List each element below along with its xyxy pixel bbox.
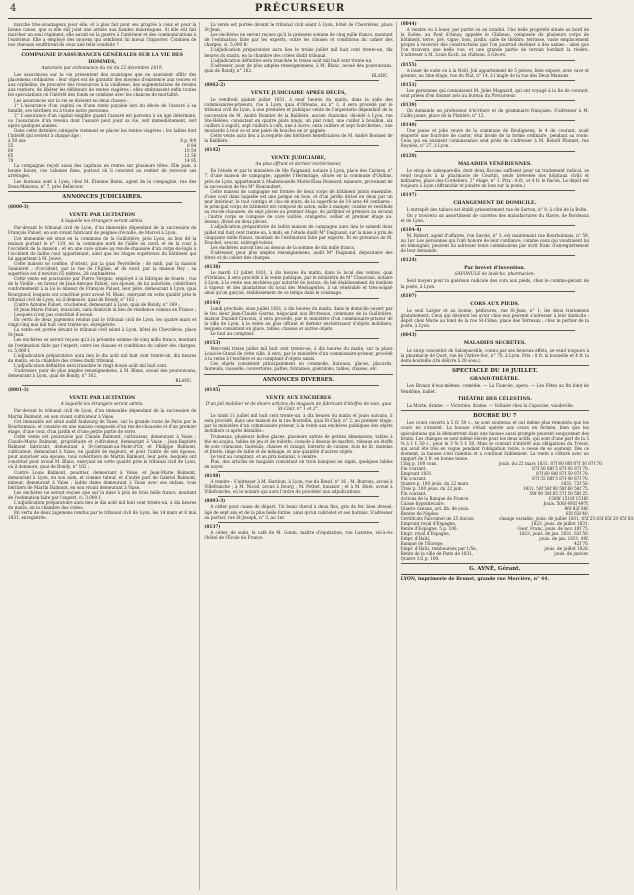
divider [22, 385, 182, 386]
rate-value: 1823, jouis. de jan. 1831. 62f 50. [519, 531, 589, 537]
rate-value: jouis. du 22 mars 1831. 87f 60 88f 87f 30 87f 70. [498, 461, 604, 467]
paragraph: Cette maison de campagne est formée de deux corps de bâtiment joints ensemble, d'une cour dans laquelle est une pompe en bois, et d'un jardin divisé en deux par un mur intérieur, le tout contigu et clos de murs, de la superficie de 18 ares 48 centiares : le principal corps de bâtiment est composé de salon, salle à manger, cuisine et vestibule au rez-de-chaussée, de sept pièces au premier étage, de jardinier et greniers au second ; l'autre corps se compose de cave voûtée, orangerie, cellier et premier étage au-dessus, divisé en deux pièces. [204, 188, 393, 225]
rate-label: Caisse hypothécaire. [400, 501, 445, 507]
paragraph: Dans cette dernière catégorie viennent se placer les rentes viagères ; les tables font l'intérêt qui revient à chaque âge : [8, 128, 197, 139]
paragraph: Et Jean-Marie Paluet, musicien, sans domicile ni lieu de résidence connus en France ; [14, 306, 197, 312]
divider [204, 374, 392, 375]
lot-number: (8124) [400, 258, 417, 264]
paragraph: Les enchères se seront reçues qu'à la présente somme de cinq mille francs, montant de l'estimation faite par l'expert, outre les clauses et conditions du cahier des charges, ci. 5,000 f. [8, 337, 197, 353]
paragraph: L'adjudication définitive sera tranchée le vingt douze août mil huit cent. [14, 362, 168, 368]
paragraph: En vertu de deux jugemens rendus par le tribunal civil de Lyon, les 14 mars et 6 mai 1831, enregistrés. [8, 510, 197, 521]
lot-subtitle: SAVONULE de lavèche, pharmacien. [454, 272, 535, 278]
column-2 [204, 22, 396, 890]
rate-label: Emprunt royal d'Espagne, [400, 521, 457, 527]
paragraph: Par-devant le tribunal civil de Lyon, d'un immeuble dépendant de la succession de François Paluet, en son vivant fabricant de peignes d'écaille, de Marcel à Lyon. [8, 225, 197, 236]
rate-value: 10 54 [184, 148, 197, 154]
divider [401, 563, 589, 564]
lot-number: (8043) [400, 333, 417, 339]
paragraph: La vente est portée devant le tribunal civil séant à Lyon, hôtel de Chevrières, place St-Jean. [8, 327, 197, 338]
divider [415, 190, 575, 191]
divider [22, 202, 182, 203]
paragraph: La compagnie reçoit aussi des capitaux en rentes sur plusieurs têtes. Elle paie, à bonne heure, ces cabanes fixes, partout où il convient au rentier de recevoir ses arrérages. [8, 163, 197, 179]
section-title: ANNONCES JUDICIAIRES. [62, 193, 143, 200]
column-3 [400, 22, 634, 890]
rate-label: Fin courant. [400, 491, 427, 497]
divider [218, 471, 378, 472]
paragraph: On demande un professeur d'écriture et de grammaire française. S'adresser à M. Caille jeune, place de la Platière, n° 12. [400, 107, 589, 119]
rate-label: Certificats Falconnet de 25 ducats, [400, 516, 475, 522]
rate-value: Jouis. 500f 495f 497f. [543, 501, 589, 507]
divider [401, 410, 589, 411]
paragraph: Les bureaux sont à Lyon, chez M. Étienne Benni, agent de la compagnie, rue des Deux-Maisons, n° 7, près Bellecour. [8, 178, 197, 189]
masthead [8, 2, 592, 19]
paragraph: Ces objets consistent principalement en commode, bureaux, glaces, placards, fauteuils, vaisselle, couvertures, pattes, fontaines, guéridons, tables, chaises, etc. [204, 361, 393, 372]
signature: BLANC. [371, 72, 389, 78]
lot-paragraphs [401, 88, 589, 98]
paragraph: Le sirop concentré de Salsepareille, connu par ses heureux effets, se vend toujours à la pharmacie de Quet, rue de l'Arbre-Sec, n° 70, à Lyon. Prix : 8 fr. la bouteille et 4 fr. la demi-bouteille (On délivre à 20 sous.) [400, 347, 589, 363]
paragraph: Les enchères auront lieu au dessus de la somme de dix mille francs. [210, 244, 356, 250]
paragraph: Lesquels n'ont pas constitué d'avoué. [14, 311, 94, 317]
lot-number: (8148) [204, 474, 221, 480]
divider [415, 291, 575, 292]
paragraph: S'adresser, pour de plus amples renseignemens, à M. Blanc, avoué des poursuivans, demeurant à Lyon, quai de Bondy, n° 162. [8, 367, 197, 379]
divider [218, 145, 378, 146]
paragraph: En vertu de deux jugemens rendus par le tribunal civil de Lyon, les quatre mars et vingt-cinq mai mil huit cent trente-un, enregistrés. [8, 317, 197, 328]
rate-value: 59f 90 58f 65 57f 50 58f 25. [529, 491, 589, 497]
lot-number: (8144) [204, 300, 221, 306]
lot-number: (8129) [400, 153, 417, 159]
lot-paragraphs [401, 27, 589, 58]
paragraph: Cette vente aura lieu à la requête des héritiers bénéficiaires de M. André Bonnier de la Baillière. [204, 132, 393, 143]
lot-paragraphs [204, 168, 392, 260]
rate-value: 1500f 1510f 1516f. [548, 496, 589, 502]
rate-label: à 50 ans [8, 138, 26, 144]
paragraph: A céder pour cause de départ. Un beau cheval à deux fins, gris de fer, bien dressé, âgé de sept ans et de la plus belle forme, ainsi qu'un cabriolet et ses harnais. S'adresser au portier, rue St-Joseph, n° 3, au 1er. [204, 504, 393, 520]
rate-label: Rente de la ville de Paris de 1831, [400, 551, 474, 557]
lot-title: MALADIES VÉNÉRIENNES. [457, 160, 532, 167]
rate-value: jouis. de jan. 1831. 40f. [539, 536, 589, 542]
rate-value: 86f 82f 80f. [564, 506, 589, 512]
divider [218, 262, 378, 263]
rate-value: 1831. 72f 50. [560, 481, 589, 487]
theatre-program: Les Rivaux d'eux-mêmes, comédie. — La Fiancée, opéra. — Les Fêtes au fin fond de Vendôme, ballet. [400, 383, 589, 394]
divider [22, 49, 182, 50]
rate-value [499, 556, 589, 561]
rate-value: 14 95 [184, 158, 197, 164]
lot-paragraphs [401, 168, 589, 188]
lot-paragraphs [204, 413, 392, 469]
rate-value: 42f 70. [574, 541, 589, 547]
paragraph: Le lundi 11 juillet mil huit cent trente-un, à dix heures du matin et jours suivans, il sera procédé, dans une maison de la rue Bouteille, quai St-Clair, n° 2, au premier étage, par le ministère d'un commissaire-priseur, à la vente aux enchères publiques des objets mobiliers ci-après détaillés : [204, 413, 393, 434]
lot-paragraphs [401, 278, 589, 288]
notice-title: COMPAGNIE D'ASSURANCES GÉNÉRALES SUR LA VIE DES HOMMES, [21, 52, 184, 65]
paragraph: Cette maison se confine, d'orient, par la quai Peyrollerie ; de midi, par la maison Sannieret ; d'occident, par la rue de l'Église, et de nord, par la maison Rey ; sa superficie est d'environ 65 mètres, 28 centimètres. [8, 261, 197, 277]
rate-label: Rente d'Espagne, 5 p. 100. [400, 526, 458, 532]
paragraph: A vendre : S'adresser à M. Hardoin, à Lyon, rue du Bœuf, n° 16 ; M. Boirons, avoué à Villefranche ; à M. Nicod, avoué à Bourg ; M. Pothet, huissier ; et à M. Huet, avoué à Villefranche, où le notaire qui aura l'ordre de procéder aux adjudications. [204, 479, 393, 495]
paragraph: Le sirop de salsepareille, dont deux flacons suffisent pour un traitement radical, se vend toujours à la pharmacie de Courtin, seule brevetée des hôpitaux civils et militaires, place des Cordeliers, 2° étage, n° 1. Prix : 8 fr., et 4 fr. le flacon. Le dépôt est toujours à Lyon (Affranchir et joindre un bon sur la poste.) [400, 167, 589, 189]
lot-number: (8138) [204, 265, 221, 271]
newspaper-title: PRÉCURSEUR [254, 3, 346, 14]
divider [415, 100, 575, 101]
divider [218, 385, 378, 386]
column-1 [8, 22, 200, 890]
rate-value: Guer. Franç. jouis. de nov. 18f 75. [517, 526, 589, 532]
printer-line: LYON, imprimerie de Brunet, grande rue Mercière, n° 44. [400, 577, 550, 583]
paragraph: L'adjudication préparatoire de ladite maison de campagne aura lieu le samedi deux juillet mil huit cent trente-un, à midi, en l'étude dudit M° Faignand, sur la mise à prix de cinquante mille francs, montant de l'estimation faite par experts. Et en présence de M. Fouchet, avocat, subrogé-tuteur. [204, 224, 393, 245]
paragraph: Une jeune et jolie veuve de la commune de Bouligneux, le 4 du courant, avait emporté une fourrure de castor, étui brodé de la forme ordinaire, pendant sa route. Ceux qui en auraient connaissance sont priés de s'adresser à M. Benoît Plannet, rue Boyolée, n° 27, à Lyon. [400, 128, 589, 149]
lot-title: MALADIES SECRÈTES. [463, 340, 526, 347]
paragraph: Le seul Larger et au bonne, pédicures, rue St-Jean, n° 1, les deux traitemens gratuitement. Ceux qui désirent les avoir chez eux peuvent s'adresser à leur domicile : dépôt chez Marie au fond de la rue St-Côme, place des Terreaux ; chez le portier de la poste, à Lyon. [400, 307, 589, 329]
rate-value: jouis. de janvier. [554, 551, 589, 557]
lot-number: (8107) [400, 293, 417, 299]
paragraph: Le tout au comptant, et au prix nominal, à vendre. [210, 453, 318, 459]
rates-table [8, 138, 196, 163]
lot-title: VENTE AUX ENCHÈRES [265, 394, 332, 401]
paragraph: S'adresser, pour plus amples renseignemens, audit M° Faignand, dépositaire des titres et du cahier des charges. [204, 249, 393, 260]
col1-intro [8, 22, 196, 47]
paragraph: marché très-avantageux pour elle, et à plus fait pour ses progrès à ceux et pour la bonne cause, que si elle eût joint une armée aux bandes mauresques. Si elle eût fait marcher un seul régiment, elle aurait eu la guerre à l'intérieur et des communications à l'extérieur. Elle a employé des moyens qui semblent lui mieux l'importer. Combien de nos chevaux souffrirent-ils ceux une telle conduite ? [8, 22, 197, 48]
lot-number: (8142) [204, 148, 221, 154]
lot-title: CHANGEMENT DE DOMICILE. [453, 200, 537, 207]
lot-title: VENTE PAR LICITATION [69, 212, 136, 219]
paragraph: Les cours ouverts à 5 fr. 50 c., se sont soutenus et out même plus remontés que les cours ne s'étaient. La hausse s'était opérée aux cours en fermée, bien que les spéculations qui la démontrent dans une hausse aussi prompte peuvent soupçonner des bruits. Les changes se sont même élevés pour les deux actifs, qui sont d'une part de la 5 % à 1 f. 50 c., pour le 3 % 5 f. 50. Mais le courant d'intérêt aux obligations du Trésor, qui avait été très en vogue pendant l'obligation rente, a cessé de se soutenir. Dès ce moment, la hausse s'est ralentie et a continué faiblement. La rente a clôturé avec un rapport de 3 fr. en bonne tenue. [400, 420, 589, 461]
theatre-title: THÉÂTRE DES CÉLESTINS. [457, 395, 532, 402]
lot-title: VENTE PAR LICITATION [69, 395, 136, 402]
paragraph: On y trouvera un assortiment de carottes des manufactures du Havre, de Bordeaux et de Lyon. [400, 212, 589, 223]
lot-number: (8104-4) [400, 227, 422, 233]
lot-number: (8151) [400, 82, 417, 88]
theatre-program: La Morte, drame. — Victorine, drame. — Voltaire chez la Capucine, vaudeville. [406, 402, 575, 408]
rate-label: Trois p. 100 jouis. du 22 juin. [400, 486, 463, 492]
lot-number: (8000-3) [8, 205, 29, 211]
lot-subtitle: A laquelle les étrangers seront admis. [60, 219, 144, 225]
rate-label: 60 [8, 148, 14, 154]
divider [401, 365, 589, 366]
paragraph: S'adresser, pour de plus amples renseignemens, à M. Blanc, avoué des poursuivans, quai de Bondy, n° 162. [204, 62, 393, 73]
paragraph: L'adjudication préparatoire aura lieu le dix août mil huit cent trente-un, dix heures du matin, en la chambre des criées dudit tribunal. [8, 352, 197, 363]
paragraph: Contre Louis Balmont, poudrier, demeurant à Vaise, et Jean-Marie Balmont, demeurant à Lyon, en son nom, et comme tuteur, et d'autre part de Gabriel Balmont, mineur, demeurant à Vaise ; ladite dame demeurant à Vaise avec ses enfans, tous héritiers de Martin Balmont, en son vivant demeurant à Vaise. [8, 469, 197, 490]
paragraph: Les enchères ne seront reçues que sur la mise à prix de trois mille francs, montant de l'estimation faite par l'expert, ci. 3,000 f. [8, 489, 197, 501]
paragraph: L'adjudication préparatoire aura lieu le dix août mil huit cent trente-un, à dix heures du matin, en la chambre des criées. [8, 500, 197, 511]
lot-paragraphs [204, 306, 392, 337]
rate-value: 8 p. 0/0 [180, 138, 197, 144]
lot-paragraphs [204, 346, 392, 371]
paragraph: Trumeaux, plusieurs belles glaces, plusieurs autres de petites dimensions, tables à thé en acajou, tables de jeu et de toilette, console à dessus de marbre, rideaux en étoffe de soie cramoisie, fauteuils, chaises et canapé, batterie de cuisine, bois de lit, matelas et literie, linge de table et de ménage, et une quantité d'autres objets. [204, 433, 393, 454]
lot-title: VENTE JUDICIAIRE, [271, 155, 326, 162]
divider [415, 80, 575, 81]
rate-value: change variable, jouis. de juillet 1831. 65f 25 65f 65f 20 65f 60. [498, 516, 634, 522]
paragraph: Les assurances sur la vie se divisent en deux classes : [14, 97, 129, 103]
lot-subtitle: D'un joli mobilier et de divers articles du magasin de fabricant d'étoffes de soie, quai St-Clair, n° 1 et 2°. [205, 402, 392, 413]
paragraph: Cet immeuble est situé en la commune de la Guillotière, près Lyon, au lieu dit la maison portant le n° 119, en la commune nord de l'allée au nord, et de la cour à l'occident de la maison ; et en une cave située au rez-de-chaussée d'un corps-de-logis à l'occident de ladite cour appartenant, ainsi que les étages supérieurs du bâtiment qui lui appartient à M. Jouve. [8, 235, 197, 261]
col2-intro [204, 22, 392, 73]
lot-paragraphs [401, 108, 589, 118]
rate-value: 87f 50 88f 5 87f 45 87f 70. [532, 466, 589, 472]
rate-row [401, 556, 589, 561]
divider [401, 574, 589, 575]
lot-number: (8140) [400, 123, 417, 129]
paragraph: A céder, de suite, le café de M. Gonin, maître d'équitation, rue Luzerne, vis-à-vis l'hôtel de l'École de France. [204, 529, 393, 540]
paragraph: Les assurances sur la vie présentent des avantages que ne sauraient offrir des placemens ordinaires : leur objet est de garantir des moyens d'existence aux veuves et aux orphelins, de procurer des ressources à la vieillesse, des augmentations de revenu aux rentiers, de libérer les débiteurs de rentes viagères : elles embrassent enfin toutes les spéculations où l'intérêt des fonds se combine avec les chances de mortalité. [8, 72, 197, 98]
rate-label: Actions de la Banque de France. [400, 496, 470, 502]
paragraph: La vente est portée devant le tribunal civil séant à Lyon, hôtel de Chevrières, place St-Jean. [204, 22, 393, 33]
bourse-rates [400, 461, 634, 562]
divider [218, 522, 378, 523]
divider [218, 298, 378, 299]
divider [218, 496, 378, 497]
paragraph: L'adjudication préparatoire aura lieu le treize juillet mil huit cent trente-un, dix heures du matin, en la chambre des criées dudit tribunal. [204, 47, 393, 58]
lot-paragraphs [401, 308, 589, 328]
divider [415, 330, 575, 331]
divider [218, 80, 378, 81]
section-title: ANNONCES DIVERSES. [262, 376, 335, 383]
bourse-paragraphs [401, 420, 589, 461]
rate-value: 12 56 [184, 153, 197, 159]
lot-title: Par brevet d'invention. [464, 265, 526, 272]
paragraph: Par-devant le tribunal civil de Lyon, d'un immeuble dépendant de la succession de Martin Balmont, en son vivant cultivateur à Vaise. [8, 408, 197, 419]
gerant-signature: G. AYNÉ, Gérant. [469, 566, 521, 573]
lot-subtitle: Au plus offrant et dernier enchérisseur, [255, 162, 342, 168]
divider [415, 225, 575, 226]
notice-paragraphs [8, 72, 196, 138]
rate-label: Fin courant. [400, 476, 427, 482]
rate-value: 87f 55 88f 5 87f 40 87f 70. [532, 476, 589, 482]
paragraph: Cette vente est poursuivie par Claude Balmont, cultivateur, demeurant à Vaise ; Claude-Marie Balmont, propriétaire et cultivateur, demeurant à Vaise ; Jean-Baptiste Balmont fabricant, demeurant à St-Germain-au-Mont-d'Or, et Philippe Balmont, cultivateur, demeurant à Vaise, en qualité de majeurs, et pour l'autre de son épouse, pour autoriser son épouse, tous cohéritiers de Martin Balmont, leur père, lesquels ont constitué pour avoué M. Blanc, exerçant en cette qualité près le tribunal civil de Lyon, où il demeure, quai de Bondy, n° 162 ; [8, 433, 197, 470]
divider [415, 60, 575, 61]
paragraph: L'adjudication définitive sera tranchée le treize août mil huit cent trente-un. [210, 57, 373, 63]
rate-value: 65f 65f 40. [565, 511, 589, 517]
paragraph: Seul moyen pour la guérison radicale des cors aux pieds, chez le commis-gérant de la poste, à Lyon. [400, 278, 589, 289]
paragraph: Le mardi 12 juillet 1831, à dix heures du matin, dans le local des ventes, quai d'Orléans, il sera procédé à la vente publique, par le ministère de M° Chauvisié, notaire à Lyon, à la vente aux enchères par autorité de justice, du bel établissement du modiste à vapeur, et des plantations du local des Messageries, à un vénérable et très-soigné ainsi qu'un garçon, établissement de ce temps dans le voisinage. [204, 270, 393, 296]
paragraph: En l'étude et par le ministère de Me Faignand, notaire à Lyon, place des Carmes, n° 7, d'une maison de campagne, appelée l'Hermitage, située en la commune d'Oullins, près de Lyon, appartenant à Mademoiselle Marie-Élisa Boissard, mineure, provenant de la succession de feu M° Roucaubert. [204, 168, 393, 189]
lot-paragraphs [204, 479, 392, 494]
paragraph: Les personnes qui connaissent M. Jules Magnard, qui ont voyagé à la fin de courant, sont priées d'en donner avis au bureau du Précurseur. [400, 87, 589, 98]
lot-number: (8093-3) [204, 499, 226, 505]
lot-paragraphs [401, 207, 589, 222]
notice-subtitle: Autorisée par ordonnance du roi du 22 décembre 1819. [41, 66, 163, 72]
rate-label: Empr. d'Haïti, remboursés par 1/5e, [400, 546, 478, 552]
paragraph: M. Robert, agent d'affaires, rue Savoie, n° 3, est maintenant rue Bourbonnais, n° 59, au 1er. Les personnes qui l'ont honoré de leur confiance, comme ceux qui voudraient lui en témoigner, peuvent lui adresser leurs commissions par écrit franc d'enregistrement de leur demande. [400, 232, 589, 254]
rate-label: 65 [8, 153, 14, 159]
rate-label: Emprunt 1831. [400, 471, 433, 477]
paragraph: Cet immeuble est situé audit faubourg de Vaise, sur la grande route de Paris par le Bourbonnais, et consiste en une maison composée d'un rez-de-chaussée et d'un premier étage, d'une cour, d'un jardin et d'une petite partie de terre. [8, 418, 197, 434]
lot-number: (8145) [204, 387, 221, 393]
paragraph: A vendre ou à louer, par partie ou en totalité. Une belle propriété située au bord de la Saône, au Pont d'Ainay, appelée le Château, composée de plusieurs corps de bâtiment, terre, pré, vigne, bois, jardin, salle de théâtre, terrasse, vaste emplacement propre à recevoir des constructions que l'on pourrait destiner à des usines : ainsi que l'on trouvera une belle vue, et une grande partie de terrain bordant la rivière. S'adresser à M. Louis Koch, au château, à Givors. [400, 27, 589, 58]
divider [218, 338, 378, 339]
lot-title: VENTE JUDICIAIRE APRÈS DÉCÈS, [250, 89, 347, 96]
rate-value: 1831. 59f 58f 90 58f 80 58f 75. [522, 486, 589, 492]
paragraph: L'entrepôt des tabacs est établi présentement rue de Sarron, n° 9, à côté de la Boîte. [406, 207, 588, 213]
paragraph: Contre Antoine Paluet, crocheteur, demeurant à Lyon, quai de Bondy, n° 169 ; [14, 301, 180, 307]
divider [8, 191, 196, 192]
signature: BLANC. [175, 378, 193, 384]
rate-label: Fin courant. [400, 466, 427, 472]
rate-label: Banque de l'Europe, [400, 541, 444, 547]
rate-label: 70 [8, 158, 14, 164]
lot-paragraphs [401, 233, 589, 253]
lot-paragraphs [401, 68, 589, 78]
rate-value: 87f 60 88f 87f 50 87f 70. [536, 471, 589, 477]
rate-value: jouis. de juillet 1828. [544, 546, 589, 552]
paragraph: Plus, des articles de magasin consistant en trois banques en sapin, quelques tables en noyer. [204, 459, 393, 470]
lot-paragraphs [204, 530, 392, 540]
lot-number: (8155) [400, 62, 417, 68]
paragraph: Les enchères ne seront reçues qu'à la présente somme de cinq mille francs, montant de l'estimation faite par les experts, outre les clauses et conditions du cahier des charges, ci. 5,000 fr. [204, 32, 393, 48]
paragraph: Mercredi treize juillet mil huit cent trente-un, à dix heures du matin, sur la place Louis-le-Grand de cette ville, il sera, par le ministère d'un commissaire-priseur, procédé à la vente à l'enchère et au comptant d'objets saisis. [204, 346, 393, 362]
paragraph: 2° L'assurance d'un capital exigible quand l'assuré est parvenu à un âge déterminé, ou l'assurance d'un revenu dont l'assuré peut jouir sa vie, soit immédiatement, soit après quelques années. [8, 112, 197, 128]
theatre-title: GRAND-THÉÂTRE. [469, 376, 520, 383]
rate-value: 8 84 [187, 143, 197, 149]
rate-value: 1823. jouis. de juillet 1831. [531, 521, 589, 527]
page-number: 4 [10, 3, 17, 14]
lot-number: (8147) [400, 193, 417, 199]
lot-number: (8137) [204, 524, 221, 530]
lot-number: (8044) [400, 22, 417, 27]
rate-label: Rentes de Naples. [400, 511, 440, 517]
rate-label: Cinq p. 100 cons. [400, 461, 438, 467]
paragraph: Le vendredi quinze juillet 1831, à neuf heures du matin, dans la salle des commissaires-priseurs, rue à Lyon, quai d'Orléans, au n° 3, il sera procédé par le tribunal civil de Lyon, à une première et publique vente de l'argenterie dépendant de la succession de M. André Bonnier de la Baillière, ancien chanoine, décédé à Lyon, rue Ste-Hélène, consistant en quatre plats longs, un plat rond, une cuiller à bouillon, six cuillers à ragoût, sept cuillers à café, une à sucre, onze cuillers et sept fourchettes ; une moutarde à tout ce et une paire de boucles en or gagnée. [204, 97, 393, 133]
lot-number: (8062-2) [204, 82, 226, 88]
lot-subtitle: A laquelle les étrangers seront admis. [60, 402, 144, 408]
rate-label: Quatre canaux, act. lib. de jouis. [400, 506, 470, 512]
lot-paragraphs [204, 97, 392, 143]
divider [415, 255, 575, 256]
spectacle-title: SPECTACLE DU 10 JUILLET. [452, 367, 538, 374]
rate-label: Quatre 1/2 p. 100. [400, 556, 440, 562]
lot-paragraphs [401, 128, 589, 148]
rate-label: 55 [8, 143, 14, 149]
lot-paragraphs [8, 225, 196, 378]
lot-number: (8139) [400, 102, 417, 108]
paragraph: Cette vente est poursuivie par Pierre Vergnio, employé à la fabrique de fouets ; rue de la Vieille ; en faveur de Jean-Antoine Paluet, son épouse, de lui autorisée, cohéritiers conformément à la loi le mineur de François Paluet, leur père, demeurant à Lyon, quai Bourgneuf, lesquels ont constitué pour avoué M. Blanc, exerçant en cette qualité près le tribunal civil de Lyon, où il demeure, quai de Bondy, n° 162 ; [8, 276, 197, 302]
rate-label: Empr. d'Haïti, [400, 536, 431, 542]
notice-outro [8, 163, 196, 188]
divider [415, 151, 575, 152]
lot-paragraphs [204, 270, 392, 295]
lot-paragraphs [204, 504, 392, 519]
bourse-title: BOURSE DU 7 [473, 413, 517, 420]
paragraph: Lundi prochain, onze juillet 1831, à dix heures du matin, dans le domicile ouvert par le feu sieur Jean-Claude Garrus, négociant aux Brotteaux, commune de la Guillotière, maison Durand-Cravoux, il sera procédé, par le ministère d'un commissaire-priseur de la ville de Lyon, à la vente au plus offrant et dernier enchérisseur d'objets mobiliers, lesquels consistent en glace, tables, chaises et autres objets. [204, 305, 393, 331]
lot-title: CORS AUX PIEDS. [470, 300, 520, 307]
paragraph: A louer de suite ou à la Noël. Joli appartement de 5 pièces, bien exposé, avec cave et grenier, au 3me étage, rue du Plat, n° 14, à l'angle de la rue des Deux-Maisons. [400, 67, 589, 78]
lot-paragraphs [8, 408, 196, 520]
divider [415, 120, 575, 121]
rate-label: Empr. royal d'Espagne, [400, 531, 451, 537]
rate-label: Quatre p. 100 jouis. du 22 mars. [400, 481, 470, 487]
lot-paragraphs [401, 348, 589, 363]
paragraph: 1° L'assurance d'un capital ou d'une rente payable lors du décès de l'assuré à sa famille, ses héritiers ou à toute autre personne. [8, 102, 197, 113]
paragraph: Le tout au comptant. [210, 331, 255, 336]
lot-number: (8001-3) [8, 388, 29, 394]
lot-number: (8153) [204, 341, 221, 347]
